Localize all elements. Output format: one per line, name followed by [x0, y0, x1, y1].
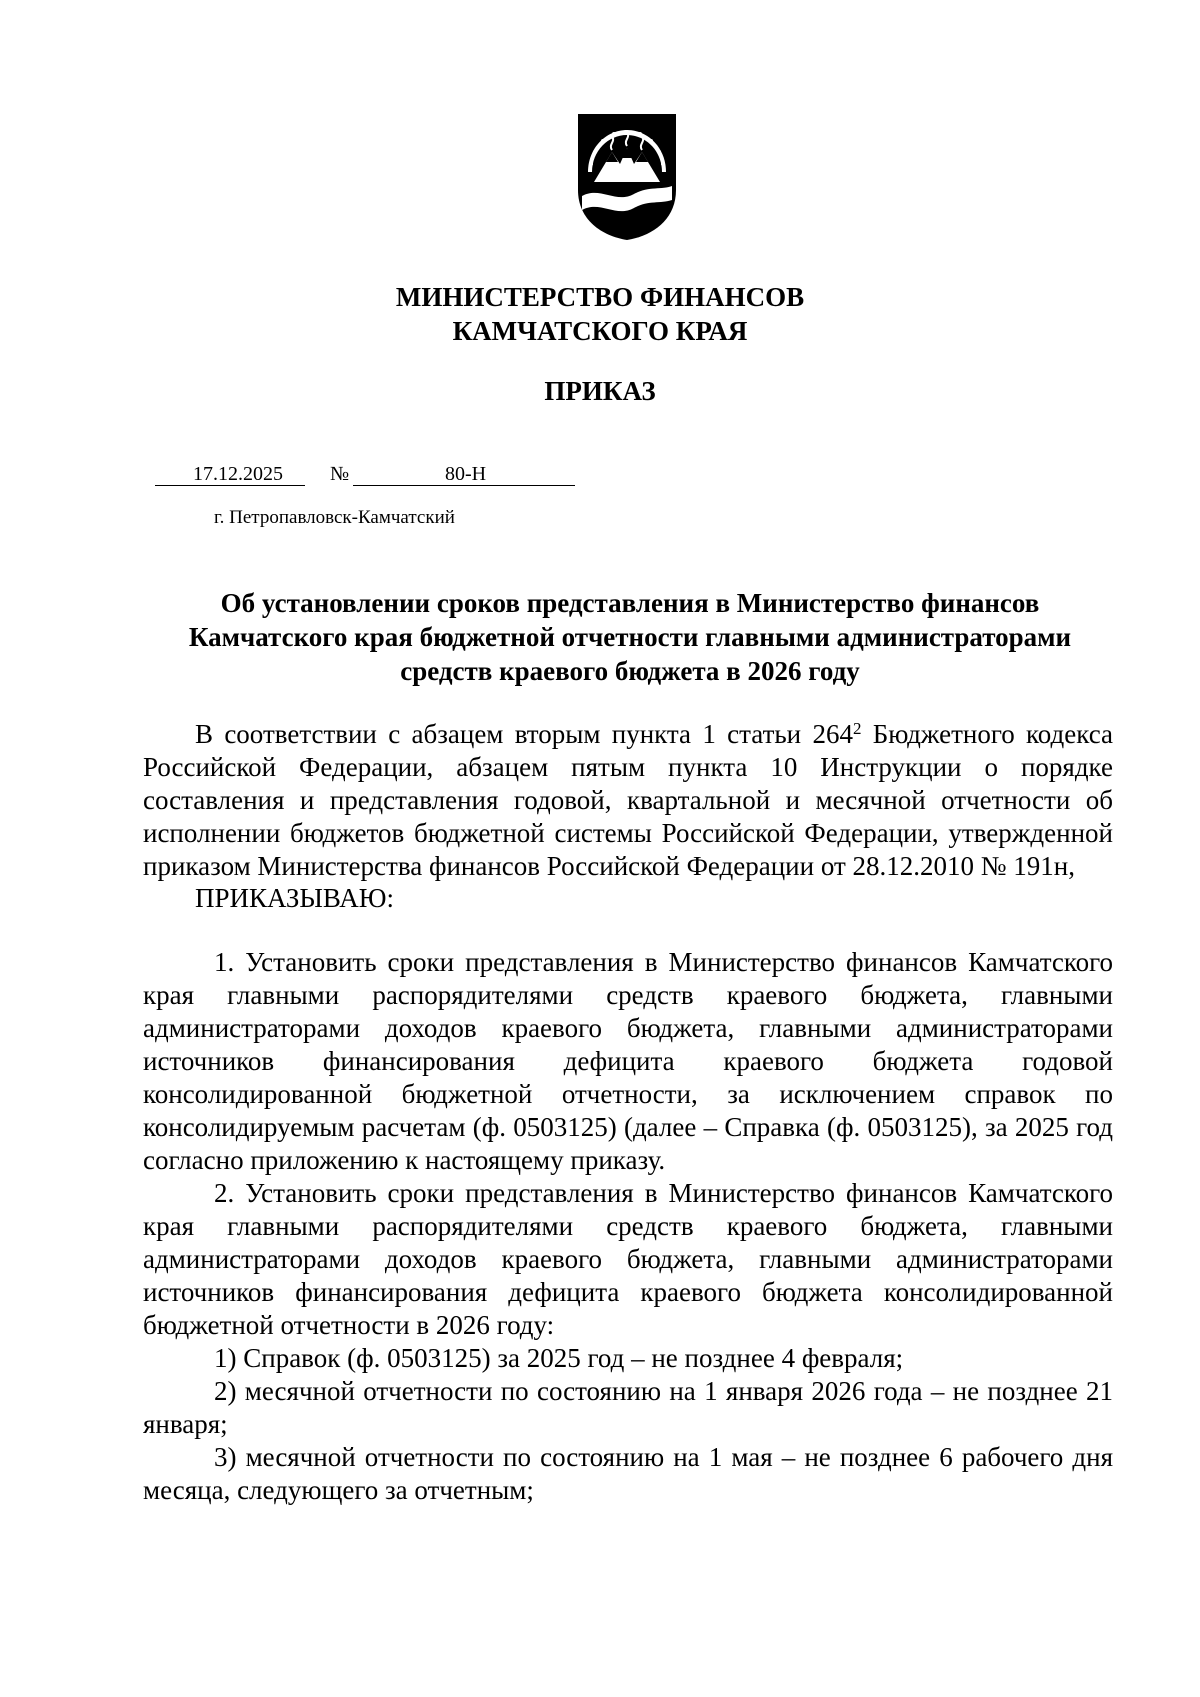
order-item-2: 2. Установить сроки представления в Министерство финансов Камчатского края главными распорядителями средств краевого бюджета, главными администраторами доходов краевого бюджета, главными администраторами источников финансирования дефицита краевого бюджета консолидированной бюджетной отчетности в 2026 году:	[143, 1178, 1113, 1340]
preamble-superscript: 2	[852, 719, 862, 738]
ministry-name	[0, 280, 1200, 348]
registration-line	[155, 462, 575, 486]
document-subject: Об установлении сроков представления в Министерство финансов Камчатского края бюджетной отчетности главными администраторами средств краевого бюджета в 2026 году	[188, 588, 1072, 686]
document-number: 80-Н	[445, 463, 487, 485]
ministry-line-2: КАМЧАТСКОГО КРАЯ	[452, 316, 748, 346]
order-subitem-1: 1) Справок (ф. 0503125) за 2025 год – не позднее 4 февраля;	[214, 1343, 904, 1373]
order-subitem-3: 3) месячной отчетности по состоянию на 1 мая – не позднее 6 рабочего дня месяца, следующего за отчетным;	[143, 1442, 1113, 1505]
ministry-line-1: МИНИСТЕРСТВО ФИНАНСОВ	[395, 282, 805, 312]
city-name: г. Петропавловск-Камчатский	[214, 507, 455, 528]
number-sign: №	[330, 463, 350, 485]
order-item-1: 1. Установить сроки представления в Министерство финансов Камчатского края главными распорядителями средств краевого бюджета, главными администраторами доходов краевого бюджета, главными администраторами источников финансирования дефицита краевого бюджета годовой консолидированной бюджетной отчетности, за исключением справок по консолидируемым расчетам (ф. 0503125) (далее – Справка (ф. 0503125), за 2025 год согласно приложению к настоящему приказу.	[143, 947, 1113, 1175]
document-date: 17.12.2025	[193, 463, 283, 485]
order-word: ПРИКАЗЫВАЮ:	[195, 883, 394, 913]
document-type-title: ПРИКАЗ	[544, 376, 656, 406]
order-subitem-2: 2) месячной отчетности по состоянию на 1 января 2026 года – не позднее 21 января;	[143, 1376, 1113, 1439]
order-items	[143, 946, 1113, 1507]
preamble-paragraph	[143, 718, 1113, 883]
preamble-text-end: Бюджетного кодекса Российской Федерации, абзацем пятым пункта 10 Инструкции о порядке составления и представления годовой, квартальной и месячной отчетности об исполнении бюджетов бюджетной системы Российской Федерации, утвержденной приказом Министерства финансов Российской Федерации от 28.12.2010 № 191н,	[143, 719, 1113, 881]
preamble-text-start: В соответствии с абзацем вторым пункта 1 статьи 264	[195, 719, 853, 749]
coat-of-arms-icon	[576, 112, 678, 242]
